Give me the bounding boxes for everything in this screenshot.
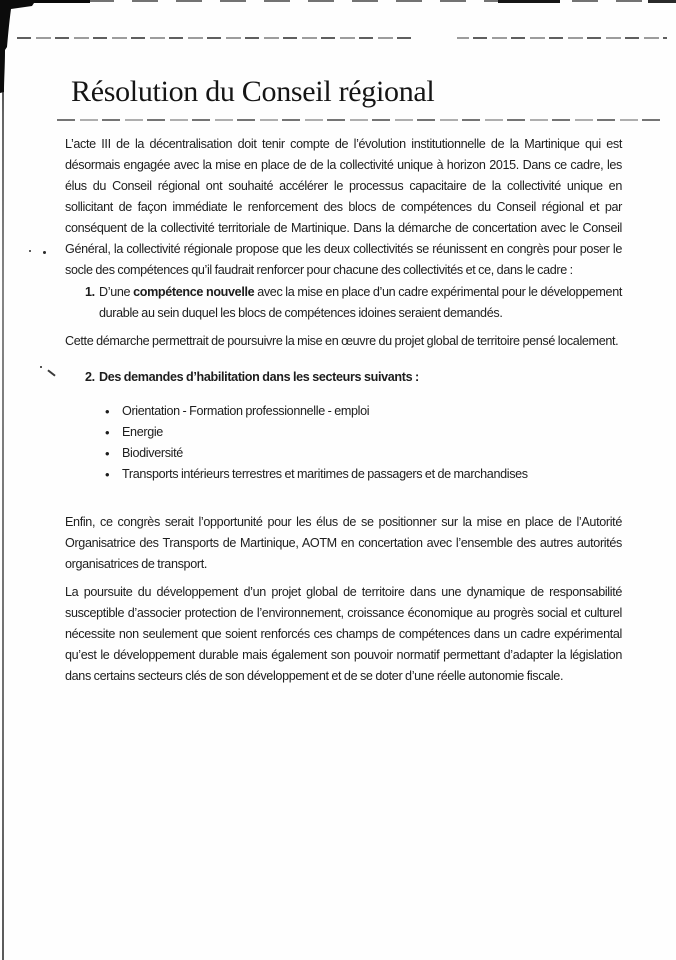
list-item-label: Orientation - Formation professionnelle - emploi: [122, 404, 370, 418]
item-1-number: 1.: [85, 285, 95, 299]
paragraph-intro: L’acte III de la décentralisation doit tenir compte de l’évolution institutionnelle de la Martinique qui est désormais engagée avec la mise en place de de la collectivité unique à horizon 2015. Dans ce cadre, les élus du Conseil régional ont souhaité accélérer le processus capacitaire de la collectivité unique en sollicitant de façon immédiate le renforcement des blocs de compétences du Conseil régional et par conséquent de la collectivité territoriale de Martinique. Dans la démarche de concertation avec le Conseil Général, la collectivité régionale propose que les deux collectivités se réunissent en congrès pour poser le socle des compétences qu’il faudrait renforcer pour chacune des collectivités et ce, dans le cadre :: [65, 137, 622, 277]
list-item-label: Biodiversité: [122, 446, 183, 460]
item-1-bold-phrase: compétence nouvelle: [133, 285, 255, 299]
scan-corner-mark-artifact: [0, 0, 50, 100]
scan-tick-artifact: [40, 366, 42, 368]
list-item: [65, 422, 622, 443]
numbered-item-2: [65, 367, 622, 388]
document-body: [65, 134, 622, 687]
bullet-icon: •: [105, 425, 110, 440]
top-dashed-rule: [17, 37, 667, 39]
item-1-text-end: avec la mise en place d’un cadre expérimental pour le développement durable au sein duquel les blocs de compétences idoines seraient demandés.: [99, 285, 623, 320]
paragraph-conclusion: La poursuite du développement d’un projet global de territoire dans une dynamique de responsabilité susceptible d’associer protection de l’environnement, croissance économique au progrès social et culturel nécessite non seulement que soient renforcés ces champs de compétences dans un cadre expérimental qu’est le développement durable mais également son pouvoir normatif permettant d’adapter la législation dans certains secteurs clés de son développement et de se doter d’une réelle autonomie fiscale.: [65, 585, 622, 683]
scan-dot-artifact: [29, 250, 31, 252]
scan-dot-artifact: [43, 251, 46, 254]
bullet-icon: •: [105, 467, 110, 482]
bullet-icon: •: [105, 404, 110, 419]
list-item-label: Transports intérieurs terrestres et maritimes de passagers et de marchandises: [122, 467, 528, 481]
list-item: [65, 401, 622, 422]
paragraph-demarche: Cette démarche permettrait de poursuivre la mise en œuvre du projet global de territoire pensé localement.: [65, 334, 619, 348]
sectors-bullet-list: [65, 401, 622, 485]
item-1-text: [99, 285, 622, 320]
scan-left-edge-line-artifact: [2, 0, 4, 960]
numbered-item-1: [65, 282, 622, 324]
scan-tick-artifact: [47, 369, 55, 376]
list-item: [65, 464, 622, 485]
list-item: [65, 443, 622, 464]
title-underline-rule: [57, 119, 665, 121]
item-2-number: 2.: [85, 370, 95, 384]
item-1-text-start: D’une: [99, 285, 134, 299]
item-2-text: Des demandes d’habilitation dans les secteurs suivants :: [99, 370, 419, 384]
document-title: Résolution du Conseil régional: [71, 75, 435, 108]
list-item-label: Energie: [122, 425, 163, 439]
bullet-icon: •: [105, 446, 110, 461]
paragraph-congres: Enfin, ce congrès serait l’opportunité pour les élus de se positionner sur la mise en place de l’Autorité Organisatrice des Transports de Martinique, AOTM en concertation avec l’ensemble des autres autorités organisatrices de transport.: [65, 515, 622, 571]
scan-top-edge-artifact: [0, 0, 676, 4]
